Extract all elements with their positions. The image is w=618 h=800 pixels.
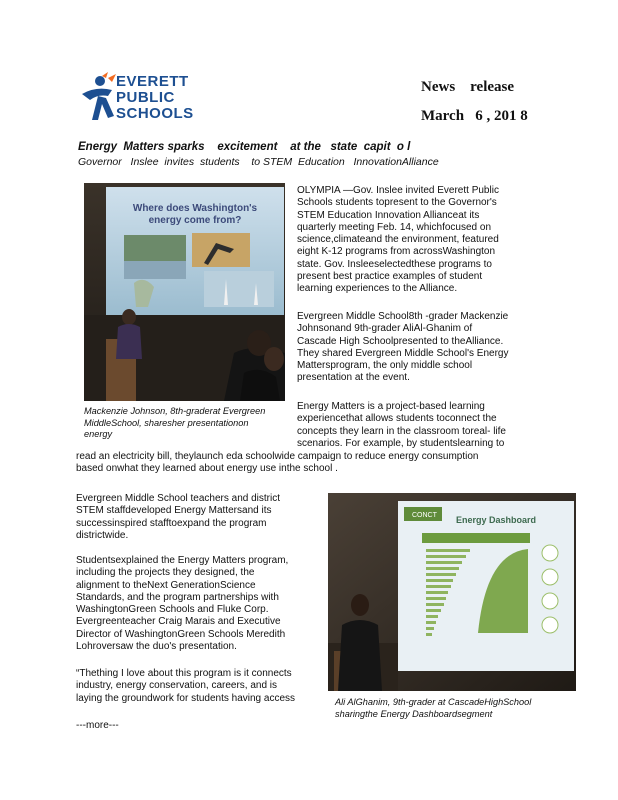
body-paragraph-2 — [297, 311, 537, 385]
text-line: Evergreen Middle School8th -grader Mackenzie — [297, 311, 509, 322]
text-line: STEM Education Innovation Allianceat its — [297, 209, 480, 221]
text-line: experiencethat allows students toconnect the — [297, 413, 497, 425]
text-line: eight K-12 programs from acrossWashington — [297, 246, 496, 258]
text-line: industry, energy conservation, careers, and is — [76, 680, 278, 692]
photo1-caption — [84, 406, 265, 441]
photo-ali-presenting — [328, 493, 576, 691]
logo-figure-icon — [78, 72, 118, 124]
text-line: Director of WashingtonGreen Schools Meredith — [76, 628, 286, 640]
text-line: OLYMPIA —Gov. Inslee invited Everett Public — [297, 185, 499, 196]
text-line: Energy Matters is a project-based learning — [297, 401, 485, 412]
district-logo — [78, 72, 218, 124]
photo2-caption — [335, 697, 531, 720]
photo-mackenzie-presenting — [84, 183, 285, 401]
text-line: Standards, and the program partnerships with — [76, 591, 279, 603]
text-line: present best practice examples of student — [297, 271, 483, 283]
text-line: based onwhat they learned about energy use inthe school . — [76, 463, 338, 475]
logo-text-public: PUBLIC — [116, 89, 175, 106]
svg-text:Where does Washington's: Where does Washington's — [132, 203, 258, 214]
text-line: Mattersprogram, the only middle school — [297, 360, 473, 372]
logo-text-everett: EVERETT — [116, 73, 189, 90]
svg-text:CONCT: CONCT — [412, 512, 437, 519]
text-line: science,climateand the environment, featured — [297, 234, 499, 246]
body-paragraph-1 — [297, 185, 537, 296]
svg-text:Energy Dashboard: Energy Dashboard — [456, 515, 537, 525]
text-line: Lohroversaw the duo's presentation. — [76, 641, 237, 653]
text-line: learning experiences to the Alliance. — [297, 283, 458, 295]
text-line: including the projects they designed, the — [76, 567, 255, 579]
body-paragraph-3-continued — [76, 451, 546, 476]
text-line: successinspired stafftoexpand the program — [76, 517, 267, 529]
release-date: March 6 , 201 8 — [421, 108, 528, 124]
svg-text:energy come from?: energy come from? — [148, 215, 242, 226]
text-line: read an electricity bill, theylaunch eda schoolwide campaign to reduce energy consumption — [76, 451, 479, 462]
text-line: alignment to theNext GenerationScience — [76, 579, 256, 591]
text-line: Johnsonand 9th-grader AliAl-Ghanim of — [297, 323, 473, 335]
text-line: quarterly meeting Feb. 14, whichfocused on — [297, 221, 491, 233]
text-line: concepts they learn in the classroom toreal- life — [297, 425, 506, 437]
headline-subtitle: Governor Inslee invites students to STEM Education InnovationAlliance — [78, 156, 439, 168]
text-line: presentation at the event. — [297, 372, 410, 384]
text-line: Evergreenteacher Craig Marais and Executive — [76, 616, 281, 628]
text-line: districtwide. — [76, 529, 129, 541]
text-line: Evergreen Middle School teachers and district — [76, 493, 280, 504]
body-paragraph-5 — [76, 555, 321, 653]
text-line: Schools students topresent to the Governor's — [297, 197, 497, 209]
text-line: WashingtonGreen Schools and Fluke Corp. — [76, 604, 269, 616]
headline-title: Energy Matters sparks excitement at the state capit o l — [78, 141, 411, 153]
photo1-caption-line: MiddleSchool, sharesher presentationon — [84, 417, 249, 428]
photo2-caption-line: sharingthe Energy Dashboardsegment — [335, 708, 493, 719]
text-line: “Thething I love about this program is it connects — [76, 668, 292, 679]
news-release-label: News release — [421, 79, 515, 95]
photo1-caption-line: energy — [84, 429, 113, 439]
logo-text-schools: SCHOOLS — [116, 105, 194, 122]
photo1-caption-line: Mackenzie Johnson, 8th-graderat Evergreen — [84, 406, 266, 416]
photo2-caption-line: Ali AlGhanim, 9th-grader at CascadeHighSchool — [335, 697, 532, 707]
text-line: Cascade High Schoolpresented to theAlliance. — [297, 335, 504, 347]
body-paragraph-6 — [76, 668, 321, 705]
body-paragraph-3 — [297, 401, 537, 450]
text-line: Studentsexplained the Energy Matters program, — [76, 555, 289, 566]
more-indicator: ---more--- — [76, 720, 119, 731]
body-paragraph-4 — [76, 493, 321, 542]
text-line: scenarios. For example, by studentslearning to — [297, 437, 505, 449]
text-line: laying the groundwork for students having access — [76, 692, 296, 704]
text-line: They shared Evergreen Middle School's Energy — [297, 347, 509, 359]
text-line: STEM staffdeveloped Energy Mattersand its — [76, 505, 272, 517]
text-line: state. Gov. Insleeselectedthese programs to — [297, 258, 492, 270]
